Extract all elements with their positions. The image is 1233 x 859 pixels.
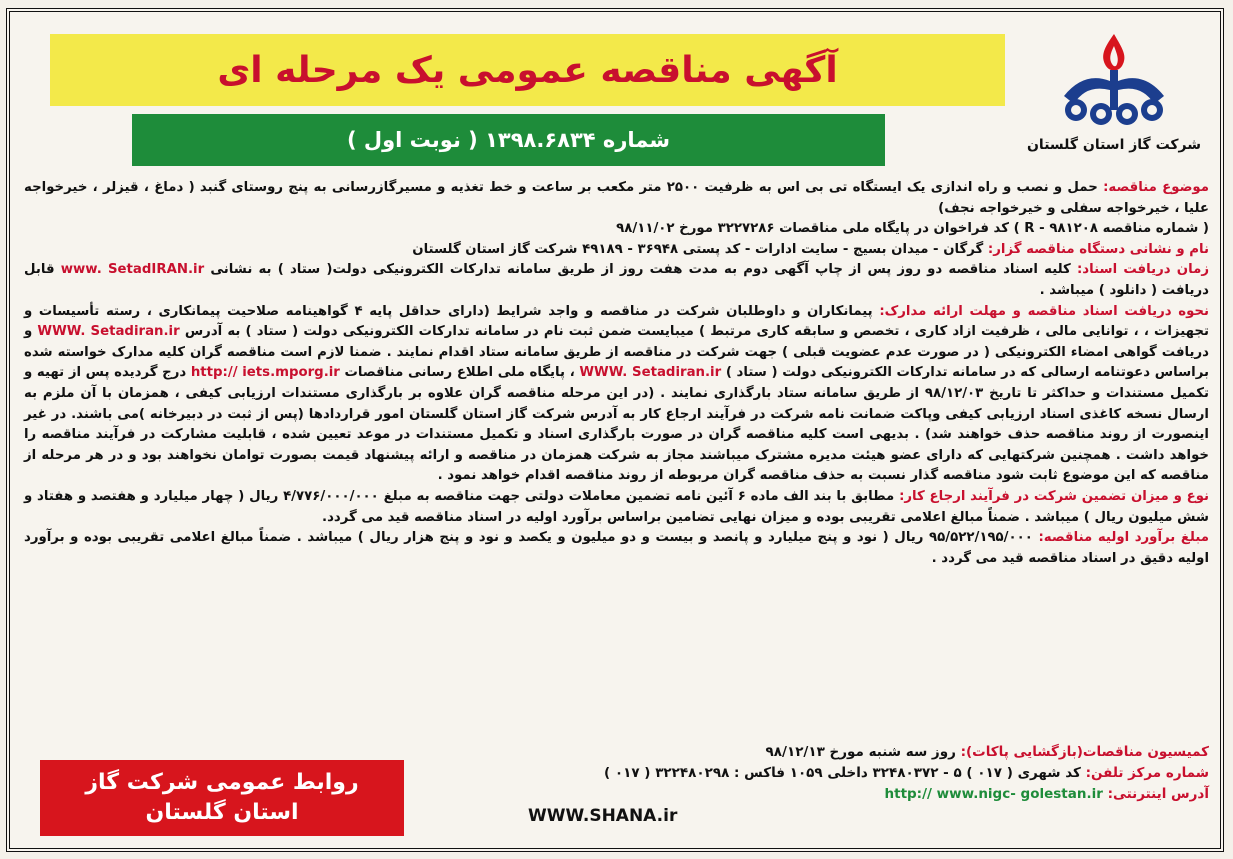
setad-link-2[interactable]: WWW. Setadiran.ir: [37, 324, 180, 340]
docs-time-tail: قابل دریافت ( دانلود ) میباشد .: [24, 262, 1209, 298]
tender-number: شماره ۱۳۹۸.۶۸۳۴ ( نوبت اول ): [346, 128, 671, 152]
public-relations-box: [40, 760, 404, 836]
web-label: آدرس اینترنتی:: [1107, 786, 1209, 802]
guarantee-label: نوع و میزان تضمین شرکت در فرآیند ارجاع کار:: [899, 488, 1210, 504]
phone-text: کد شهری ( ۰۱۷ ) ۵ - ۳۲۴۸۰۳۷۲ داخلی ۱۰۵۹ فاکس : ۳۲۲۴۸۰۲۹۸ ( ۰۱۷ ): [604, 765, 1086, 781]
guarantee-text: مطابق با بند الف ماده ۶ آئین نامه تضمین معاملات دولتی جهت مناقصه به مبلغ ۴/۷۷۶/۰۰۰/۰۰۰ ریال ( چهار میلیارد و هفتصد و هفتاد و شش میلیون ریال ) میباشد . ضمناً مبالغ اعلامی تقریبی بوده و میزان نهایی تضامین براساس برآورد اولیه در اسناد مناقصه قید می گردد.: [24, 488, 1209, 525]
iets-link[interactable]: http:// iets.mporg.ir: [190, 365, 340, 381]
company-website-link[interactable]: http:// www.nigc- golestan.ir: [884, 786, 1103, 802]
method-text-2: و دریافت گواهی امضاء الکترونیکی ( در صورت عدم عضویت قبلی ) جهت شرکت در مناقصه از طریق سامانه ستاد اقدام نمایند . ضمنا لازم است مناقصه گران کلیه مدارک خواسته شده براساس دعوتنامه ارسالی که در سامانه تدارکات الکترونیکی دولت ( ستاد ): [24, 324, 1209, 381]
organization-paragraph: [24, 240, 1209, 261]
organization-text: گرگان - میدان بسیج - سایت ادارات - کد پستی ۳۶۹۴۸ - ۴۹۱۸۹ شرکت گاز استان گلستان: [412, 241, 988, 257]
title-banner: [50, 34, 1005, 106]
phone-line: [419, 763, 1209, 784]
commission-text: روز سه شنبه مورخ ۹۸/۱۲/۱۳: [765, 744, 961, 760]
number-banner: [132, 114, 885, 166]
method-text-1: پیمانکاران و داوطلبان شرکت در مناقصه و واجد شرایط (دارای حداقل پایه ۴ گواهینامه صلاحیت پیمانکاری ، رسته تأسیسات و تجهیزات ، ، توانایی مالی ، ظرفیت ازاد کاری ، تخصص و سابقه کاری مرتبط ) میبایست ضمن ثبت نام در سامانه تدارکات الکترونیکی دولت ( ستاد ) به آدرس: [24, 303, 1209, 340]
advertisement-body: [24, 178, 1209, 569]
method-text-4: درج گردیده پس از تهیه و تکمیل مستندات و حداکثر تا تاریخ ۹۸/۱۲/۰۳ از طریق سامانه ستاد بارگذاری نمایند . (در این مرحله مناقصه گران علاوه بر بارگذاری مستندات ارزیابی کیفی ، همزمان با آن ملزم به ارسال نسخه کاغذی اسناد ارزیابی کیفی وپاکت ضمانت نامه شرکت در فرآیند ارجاع کار به آدرس شرکت گاز استان گلستان امور قراردادها (پس از ثبت در دبیرخانه )می باشند. در غیر اینصورت از روند مناقصه حذف خواهند شد) . بدیهی است کلیه مناقصه گران در صورت بارگذاری اسناد و تکمیل مستندات در موعد تعیین شده ، قابلیت مشارکت در فرآیند مناقصه را خواهد داشت . همچنین شرکتهایی که دارای عضو هیئت مدیره مشترک میباشند مجاز به شرکت همزمان در مناقصه و ارائه پیشنهاد قیمت بصورت توامان نخواهند بود و در هر مرحله از مناقصه که این موضوع ثابت شود مناقصه گذار نسبت به حذف مناقصه گران مربوطه از روند مناقصه اقدام خواهد نمود .: [24, 365, 1209, 484]
docs-time-paragraph: [24, 260, 1209, 301]
page-title: آگهی مناقصه عمومی یک مرحله ای: [217, 49, 838, 91]
estimate-label: مبلغ برآورد اولیه مناقصه:: [1038, 530, 1209, 546]
company-name: شرکت گاز استان گلستان: [1026, 137, 1202, 153]
commission-label: کمیسیون مناقصات(بازگشایی پاکات):: [960, 744, 1209, 760]
setad-link-1[interactable]: www. SetadIRAN.ir: [60, 262, 205, 278]
gas-flame-logo-icon: [1054, 26, 1174, 131]
setad-link-3[interactable]: WWW. Setadiran.ir: [579, 365, 722, 381]
subject-paragraph: [24, 178, 1209, 219]
method-paragraph: [24, 302, 1209, 487]
tender-number-paragraph: ( شماره مناقصه R - ۹۸۱۲۰۸ ) کد فراخوان در پایگاه ملی مناقصات ۳۲۲۷۲۸۶ مورخ ۹۸/۱۱/۰۲: [616, 221, 1209, 237]
shana-link[interactable]: WWW.SHANA.ir: [528, 806, 678, 826]
web-line: [419, 784, 1209, 805]
phone-label: شماره مرکز تلفن:: [1085, 765, 1209, 781]
method-text-3: ، پایگاه ملی اطلاع رسانی مناقصات: [344, 365, 580, 381]
estimate-paragraph: [24, 528, 1209, 569]
pr-line-1: روابط عمومی شرکت گاز: [85, 770, 359, 795]
contact-block: [419, 742, 1209, 805]
company-logo-block: [1019, 26, 1209, 174]
organization-label: نام و نشانی دستگاه مناقصه گزار:: [987, 241, 1209, 257]
method-label: نحوه دریافت اسناد مناقصه و مهلت ارائه مدارک:: [879, 303, 1209, 319]
estimate-text: ۹۵/۵۲۲/۱۹۵/۰۰۰ ریال ( نود و پنج میلیارد و پانصد و بیست و دو میلیون و یکصد و نود و پنج هزار ریال ) میباشد . ضمناً مبالغ اعلامی تقریبی بوده و برآورد اولیه دقیق در اسناد مناقصه قید می گردد .: [24, 530, 1209, 566]
pr-line-2: استان گلستان: [145, 800, 299, 825]
subject-text: حمل و نصب و راه اندازی یک ایستگاه تی بی اس به ظرفیت ۲۵۰۰ متر مکعب بر ساعت و خط تغذیه و مسیرگازرسانی به پنج روستای گنبد ( دماغ ، قیزلر ، خیرخواجه علیا ، خیرخواجه سفلی و خیرخواجه نجف): [24, 180, 1209, 216]
docs-time-label: زمان دریافت اسناد:: [1076, 262, 1209, 278]
commission-line: [419, 742, 1209, 763]
subject-label: موضوع مناقصه:: [1103, 180, 1209, 195]
guarantee-paragraph: [24, 487, 1209, 528]
docs-time-text: کلیه اسناد مناقصه دو روز پس از چاپ آگهی دوم به مدت هفت روز از طریق سامانه تدارکات الکترونیکی دولت( ستاد ) به نشانی: [210, 262, 1077, 278]
